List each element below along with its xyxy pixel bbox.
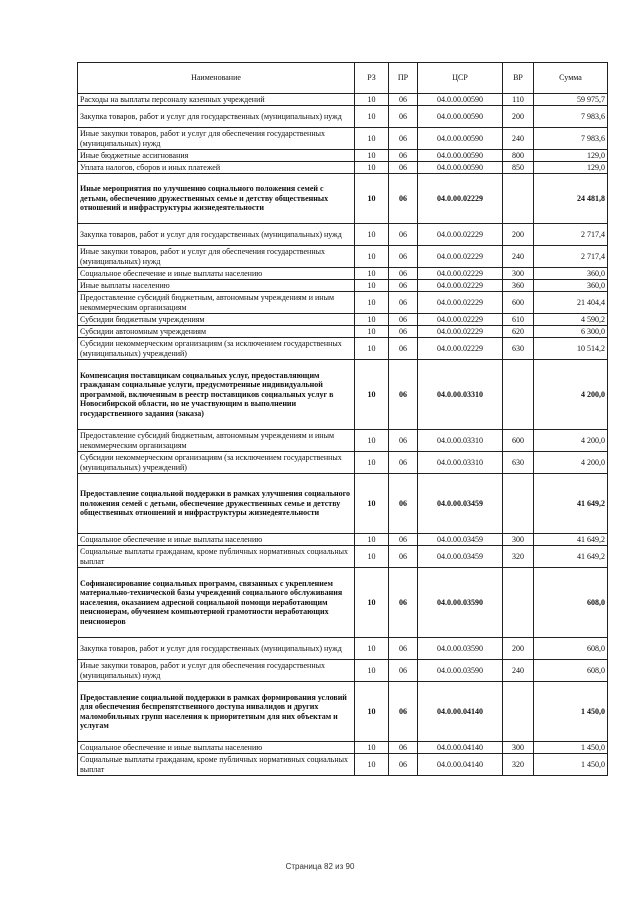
- cell-vr: 630: [503, 452, 534, 474]
- cell-vr: 200: [503, 106, 534, 128]
- header-rz: РЗ: [355, 63, 389, 94]
- cell-csr: 04.0.00.03310: [418, 430, 503, 452]
- table-row: [78, 682, 608, 742]
- cell-pr: 06: [389, 150, 418, 162]
- cell-name: Уплата налогов, сборов и иных платежей: [78, 162, 355, 174]
- cell-rz: 10: [355, 246, 389, 268]
- table-row: [78, 268, 608, 280]
- cell-vr: 300: [503, 534, 534, 546]
- cell-pr: 06: [389, 742, 418, 754]
- table-row: [78, 128, 608, 150]
- cell-name: Субсидии бюджетным учреждениям: [78, 314, 355, 326]
- table-row: [78, 534, 608, 546]
- cell-pr: 06: [389, 106, 418, 128]
- cell-csr: 04.0.00.00590: [418, 162, 503, 174]
- table-row: [78, 754, 608, 776]
- table-row: [78, 280, 608, 292]
- cell-vr: 320: [503, 546, 534, 568]
- cell-name: Субсидии автономным учреждениям: [78, 326, 355, 338]
- cell-sum: 129,0: [534, 150, 608, 162]
- cell-csr: 04.0.00.04140: [418, 754, 503, 776]
- cell-pr: 06: [389, 268, 418, 280]
- cell-name: Закупка товаров, работ и услуг для государственных (муниципальных) нужд: [78, 638, 355, 660]
- cell-pr: 06: [389, 638, 418, 660]
- cell-vr: 630: [503, 338, 534, 360]
- cell-sum: 4 590,2: [534, 314, 608, 326]
- cell-sum: 4 200,0: [534, 360, 608, 430]
- cell-name: Иные бюджетные ассигнования: [78, 150, 355, 162]
- cell-pr: 06: [389, 338, 418, 360]
- cell-sum: 608,0: [534, 660, 608, 682]
- cell-pr: 06: [389, 292, 418, 314]
- cell-csr: 04.0.00.02229: [418, 224, 503, 246]
- cell-vr: [503, 360, 534, 430]
- cell-csr: 04.0.00.00590: [418, 128, 503, 150]
- cell-vr: [503, 474, 534, 534]
- cell-pr: 06: [389, 568, 418, 638]
- cell-vr: 200: [503, 224, 534, 246]
- cell-name: Субсидии некоммерческим организациям (за исключением государственных (муниципальных) учреждений): [78, 452, 355, 474]
- cell-vr: 110: [503, 94, 534, 106]
- cell-rz: 10: [355, 742, 389, 754]
- header-vr: ВР: [503, 63, 534, 94]
- cell-sum: 6 300,0: [534, 326, 608, 338]
- cell-pr: 06: [389, 94, 418, 106]
- cell-vr: 850: [503, 162, 534, 174]
- cell-rz: 10: [355, 660, 389, 682]
- cell-rz: 10: [355, 94, 389, 106]
- header-csr: ЦСР: [418, 63, 503, 94]
- table-row: [78, 150, 608, 162]
- cell-name: Социальные выплаты гражданам, кроме публичных нормативных социальных выплат: [78, 754, 355, 776]
- cell-name: Субсидии некоммерческим организациям (за исключением государственных (муниципальных) учреждений): [78, 338, 355, 360]
- cell-pr: 06: [389, 174, 418, 224]
- cell-name: Социальное обеспечение и иные выплаты населению: [78, 742, 355, 754]
- cell-vr: [503, 568, 534, 638]
- cell-pr: 06: [389, 546, 418, 568]
- header-sum: Сумма: [534, 63, 608, 94]
- cell-sum: 4 200,0: [534, 452, 608, 474]
- cell-sum: 24 481,8: [534, 174, 608, 224]
- cell-vr: 240: [503, 128, 534, 150]
- cell-rz: 10: [355, 174, 389, 224]
- cell-rz: 10: [355, 314, 389, 326]
- cell-sum: 360,0: [534, 268, 608, 280]
- cell-name: Предоставление социальной поддержки в рамках улучшения социального положения семей с детьми, обеспечение дружественных семье и детству общественных отношений и инфраструктуры жизнедеятельности: [78, 474, 355, 534]
- cell-rz: 10: [355, 150, 389, 162]
- table-row: [78, 224, 608, 246]
- cell-csr: 04.0.00.02229: [418, 326, 503, 338]
- table-row: [78, 314, 608, 326]
- cell-csr: 04.0.00.02229: [418, 268, 503, 280]
- cell-pr: 06: [389, 534, 418, 546]
- cell-name: Социальные выплаты гражданам, кроме публичных нормативных социальных выплат: [78, 546, 355, 568]
- table-row: [78, 430, 608, 452]
- cell-rz: 10: [355, 452, 389, 474]
- table-row: [78, 568, 608, 638]
- cell-pr: 06: [389, 280, 418, 292]
- cell-rz: 10: [355, 474, 389, 534]
- cell-vr: 600: [503, 292, 534, 314]
- cell-csr: 04.0.00.00590: [418, 106, 503, 128]
- cell-pr: 06: [389, 246, 418, 268]
- cell-sum: 1 450,0: [534, 742, 608, 754]
- cell-rz: 10: [355, 360, 389, 430]
- cell-vr: 610: [503, 314, 534, 326]
- table-row: [78, 94, 608, 106]
- cell-rz: 10: [355, 638, 389, 660]
- cell-sum: 10 514,2: [534, 338, 608, 360]
- cell-csr: 04.0.00.02229: [418, 338, 503, 360]
- table-row: [78, 246, 608, 268]
- header-name: Наименование: [78, 63, 355, 94]
- cell-name: Компенсация поставщикам социальных услуг, предоставляющим гражданам социальные услуги, предусмотренные индивидуальной программой, включенным в реестр поставщиков социальных услуг в Новосибирской области, но не участвующим в выполнении государственного задания (заказа): [78, 360, 355, 430]
- cell-rz: 10: [355, 338, 389, 360]
- cell-csr: 04.0.00.02229: [418, 314, 503, 326]
- cell-sum: 4 200,0: [534, 430, 608, 452]
- cell-sum: 2 717,4: [534, 246, 608, 268]
- cell-vr: [503, 174, 534, 224]
- cell-rz: 10: [355, 268, 389, 280]
- cell-vr: 800: [503, 150, 534, 162]
- table-header-row: [78, 63, 608, 94]
- cell-csr: 04.0.00.04140: [418, 742, 503, 754]
- cell-pr: 06: [389, 474, 418, 534]
- cell-rz: 10: [355, 546, 389, 568]
- cell-vr: 620: [503, 326, 534, 338]
- cell-rz: 10: [355, 682, 389, 742]
- cell-csr: 04.0.00.03590: [418, 568, 503, 638]
- table-row: [78, 106, 608, 128]
- cell-sum: 129,0: [534, 162, 608, 174]
- cell-csr: 04.0.00.03459: [418, 474, 503, 534]
- cell-sum: 2 717,4: [534, 224, 608, 246]
- cell-vr: [503, 682, 534, 742]
- table-row: [78, 546, 608, 568]
- cell-csr: 04.0.00.02229: [418, 246, 503, 268]
- cell-vr: 360: [503, 280, 534, 292]
- cell-vr: 300: [503, 268, 534, 280]
- cell-pr: 06: [389, 754, 418, 776]
- table-row: [78, 174, 608, 224]
- cell-csr: 04.0.00.04140: [418, 682, 503, 742]
- cell-name: Закупка товаров, работ и услуг для государственных (муниципальных) нужд: [78, 106, 355, 128]
- cell-csr: 04.0.00.03590: [418, 638, 503, 660]
- cell-sum: 7 983,6: [534, 128, 608, 150]
- cell-name: Иные мероприятия по улучшению социального положения семей с детьми, обеспечению дружественных семье и детству общественных отношений и инфраструктуры жизнедеятельности: [78, 174, 355, 224]
- cell-rz: 10: [355, 224, 389, 246]
- table-row: [78, 360, 608, 430]
- cell-rz: 10: [355, 568, 389, 638]
- cell-sum: 1 450,0: [534, 754, 608, 776]
- cell-vr: 240: [503, 246, 534, 268]
- cell-pr: 06: [389, 162, 418, 174]
- cell-name: Иные выплаты населению: [78, 280, 355, 292]
- cell-name: Предоставление субсидий бюджетным, автономным учреждениям и иным некоммерческим организациям: [78, 292, 355, 314]
- cell-sum: 1 450,0: [534, 682, 608, 742]
- cell-name: Предоставление социальной поддержки в рамках формирования условий для обеспечения беспрепятственного доступа инвалидов и других маломобильных групп населения к приоритетным для них объектам и услугам: [78, 682, 355, 742]
- cell-name: Иные закупки товаров, работ и услуг для обеспечения государственных (муниципальных) нужд: [78, 660, 355, 682]
- table-body: [78, 94, 608, 776]
- table-row: [78, 452, 608, 474]
- cell-rz: 10: [355, 280, 389, 292]
- cell-pr: 06: [389, 314, 418, 326]
- budget-table: [77, 62, 608, 776]
- cell-pr: 06: [389, 660, 418, 682]
- cell-vr: 320: [503, 754, 534, 776]
- cell-csr: 04.0.00.02229: [418, 280, 503, 292]
- cell-name: Иные закупки товаров, работ и услуг для обеспечения государственных (муниципальных) нужд: [78, 246, 355, 268]
- cell-rz: 10: [355, 106, 389, 128]
- cell-name: Расходы на выплаты персоналу казенных учреждений: [78, 94, 355, 106]
- cell-rz: 10: [355, 128, 389, 150]
- cell-rz: 10: [355, 534, 389, 546]
- cell-vr: 200: [503, 638, 534, 660]
- cell-sum: 59 975,7: [534, 94, 608, 106]
- table-row: [78, 162, 608, 174]
- cell-pr: 06: [389, 682, 418, 742]
- page-number: Страница 82 из 90: [285, 862, 355, 871]
- cell-sum: 21 404,4: [534, 292, 608, 314]
- cell-pr: 06: [389, 430, 418, 452]
- cell-sum: 41 649,2: [534, 534, 608, 546]
- cell-csr: 04.0.00.03459: [418, 546, 503, 568]
- table-row: [78, 742, 608, 754]
- cell-name: Социальное обеспечение и иные выплаты населению: [78, 534, 355, 546]
- cell-csr: 04.0.00.03459: [418, 534, 503, 546]
- cell-sum: 7 983,6: [534, 106, 608, 128]
- table-row: [78, 292, 608, 314]
- table-row: [78, 338, 608, 360]
- cell-pr: 06: [389, 452, 418, 474]
- cell-rz: 10: [355, 162, 389, 174]
- cell-sum: 360,0: [534, 280, 608, 292]
- cell-sum: 41 649,2: [534, 474, 608, 534]
- cell-sum: 41 649,2: [534, 546, 608, 568]
- cell-csr: 04.0.00.03310: [418, 452, 503, 474]
- cell-rz: 10: [355, 754, 389, 776]
- cell-pr: 06: [389, 360, 418, 430]
- cell-csr: 04.0.00.02229: [418, 292, 503, 314]
- cell-name: Софинансирование социальных программ, связанных с укреплением материально-технической базы учреждений социального обслуживания населения, оказанием адресной социальной помощи неработающим пенсионерам, обучением компьютерной грамотности неработающих пенсионеров: [78, 568, 355, 638]
- cell-vr: 600: [503, 430, 534, 452]
- cell-sum: 608,0: [534, 638, 608, 660]
- table-row: [78, 474, 608, 534]
- table-row: [78, 660, 608, 682]
- cell-pr: 06: [389, 128, 418, 150]
- cell-rz: 10: [355, 430, 389, 452]
- cell-rz: 10: [355, 326, 389, 338]
- table-row: [78, 638, 608, 660]
- cell-csr: 04.0.00.00590: [418, 150, 503, 162]
- cell-csr: 04.0.00.03590: [418, 660, 503, 682]
- cell-name: Предоставление субсидий бюджетным, автономным учреждениям и иным некоммерческим организациям: [78, 430, 355, 452]
- cell-name: Иные закупки товаров, работ и услуг для обеспечения государственных (муниципальных) нужд: [78, 128, 355, 150]
- header-pr: ПР: [389, 63, 418, 94]
- cell-sum: 608,0: [534, 568, 608, 638]
- cell-pr: 06: [389, 224, 418, 246]
- cell-rz: 10: [355, 292, 389, 314]
- cell-pr: 06: [389, 326, 418, 338]
- cell-name: Социальное обеспечение и иные выплаты населению: [78, 268, 355, 280]
- cell-name: Закупка товаров, работ и услуг для государственных (муниципальных) нужд: [78, 224, 355, 246]
- table-row: [78, 326, 608, 338]
- cell-csr: 04.0.00.03310: [418, 360, 503, 430]
- cell-vr: 300: [503, 742, 534, 754]
- cell-csr: 04.0.00.00590: [418, 94, 503, 106]
- cell-csr: 04.0.00.02229: [418, 174, 503, 224]
- cell-vr: 240: [503, 660, 534, 682]
